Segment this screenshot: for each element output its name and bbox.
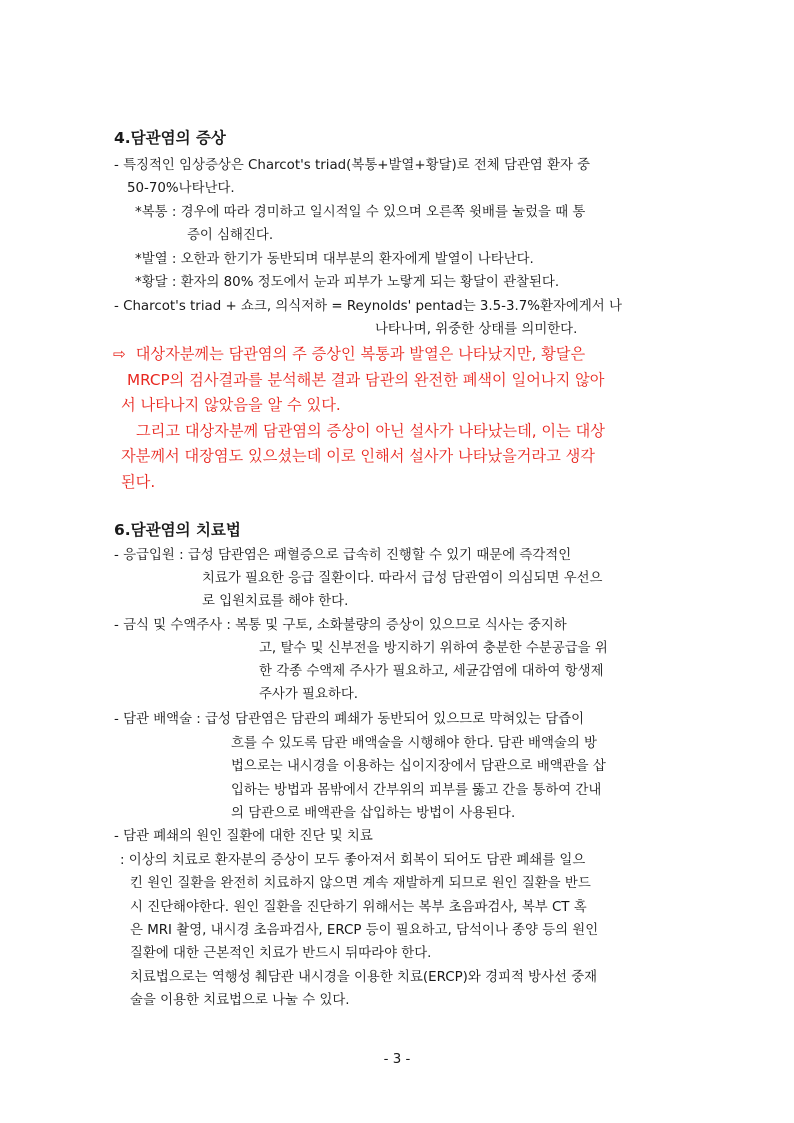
intro-line-1: - 특징적인 임상증상은 Charcot's triad(복통+발열+황달)로 전체 담관염 환자 중 [114,158,591,173]
drainage-line-1: - 담관 배액술 : 급성 담관염은 담관의 폐쇄가 동반되어 있으므로 막혀있는 담즙이 [114,712,585,727]
emergency-line-3: 로 입원치료를 해야 한다. [202,594,349,609]
right-arrow-icon: ⇨ [113,345,126,363]
cause-line-3: 시 진단해야한다. 원인 질환을 진단하기 위해서는 복부 초음파검사, 복부 CT 혹 [130,900,587,915]
cause-line-6: 치료법으로는 역행성 췌담관 내시경을 이용한 치료(ERCP)와 경피적 방사선 중재 [130,970,598,985]
section-6-heading: 6.담관염의 치료법 [114,521,241,539]
note-line-2: MRCP의 검사결과를 분석해본 결과 담관의 완전한 폐색이 일어나지 않아 [127,371,605,389]
pain-line-2: 증이 심해진다. [187,228,274,243]
pentad-line-1: - Charcot's triad + 쇼크, 의식저하 = Reynolds' pentad는 3.5-3.7%환자에게서 나 [114,299,622,314]
note-line-6: 된다. [121,473,156,491]
emergency-line-2: 치료가 필요한 응급 질환이다. 따라서 급성 담관염이 의심되면 우선으 [202,571,603,586]
fasting-line-4: 주사가 필요하다. [259,687,359,702]
jaundice-line: *황달 : 환자의 80% 정도에서 눈과 피부가 노랗게 되는 황달이 관찰된다. [135,275,560,290]
pentad-line-2: 나타나며, 위중한 상태를 의미한다. [375,322,578,337]
fever-line: *발열 : 오한과 한기가 동반되며 대부분의 환자에게 발열이 나타난다. [135,252,534,267]
note-line-3: 서 나타나지 않았음을 알 수 있다. [121,396,341,414]
cause-line-7: 술을 이용한 치료법으로 나눌 수 있다. [130,993,350,1008]
note-line-4: 그리고 대상자분께 담관염의 증상이 아닌 설사가 나타났는데, 이는 대상 [136,422,605,440]
cause-line-1: : 이상의 치료로 환자분의 증상이 모두 좋아져서 회복이 되어도 담관 폐쇄를 일으 [120,853,586,868]
fasting-line-2: 고, 탈수 및 신부전을 방지하기 위하여 충분한 수분공급을 위 [259,641,608,656]
cause-line-5: 질환에 대한 근본적인 치료가 반드시 뒤따라야 한다. [130,946,432,961]
fasting-line-1: - 금식 및 수액주사 : 복통 및 구토, 소화불량의 증상이 있으므로 식사는 중지하 [114,618,567,633]
section-4-heading: 4.담관염의 증상 [114,129,226,147]
drainage-line-2: 흐를 수 있도록 담관 배액술을 시행해야 한다. 담관 배액술의 방 [231,736,597,751]
emergency-line-1: - 응급입원 : 급성 담관염은 패혈증으로 급속히 진행할 수 있기 때문에 즉각적인 [114,548,572,563]
page-number: - 3 - [383,1052,411,1067]
cause-line-4: 은 MRI 촬영, 내시경 초음파검사, ERCP 등이 필요하고, 담석이나 종양 등의 원인 [130,923,599,938]
note-line-1: ⇨ 대상자분께는 담관염의 주 증상인 복통과 발열은 나타났지만, 황달은 [113,345,586,363]
drainage-line-4: 입하는 방법과 몸밖에서 간부위의 피부를 뚫고 간을 통하여 간내 [231,783,602,798]
drainage-line-3: 법으로는 내시경을 이용하는 십이지장에서 담관으로 배액관을 삽 [231,759,606,774]
cause-line-2: 킨 원인 질환을 완전히 치료하지 않으면 계속 재발하게 되므로 원인 질환을 반드 [130,876,591,891]
cause-title: - 담관 폐쇄의 원인 질환에 대한 진단 및 치료 [114,829,373,844]
fasting-line-3: 한 각종 수액제 주사가 필요하고, 세균감염에 대하여 항생제 [259,664,604,679]
note-line-5: 자분께서 대장염도 있으셨는데 이로 인해서 설사가 나타났을거라고 생각 [121,447,595,465]
pain-line-1: *복통 : 경우에 따라 경미하고 일시적일 수 있으며 오른쪽 윗배를 눌렀을 때 통 [135,205,586,220]
drainage-line-5: 의 담관으로 배액관을 삽입하는 방법이 사용된다. [231,806,516,821]
intro-line-2: 50-70%나타난다. [127,181,235,196]
